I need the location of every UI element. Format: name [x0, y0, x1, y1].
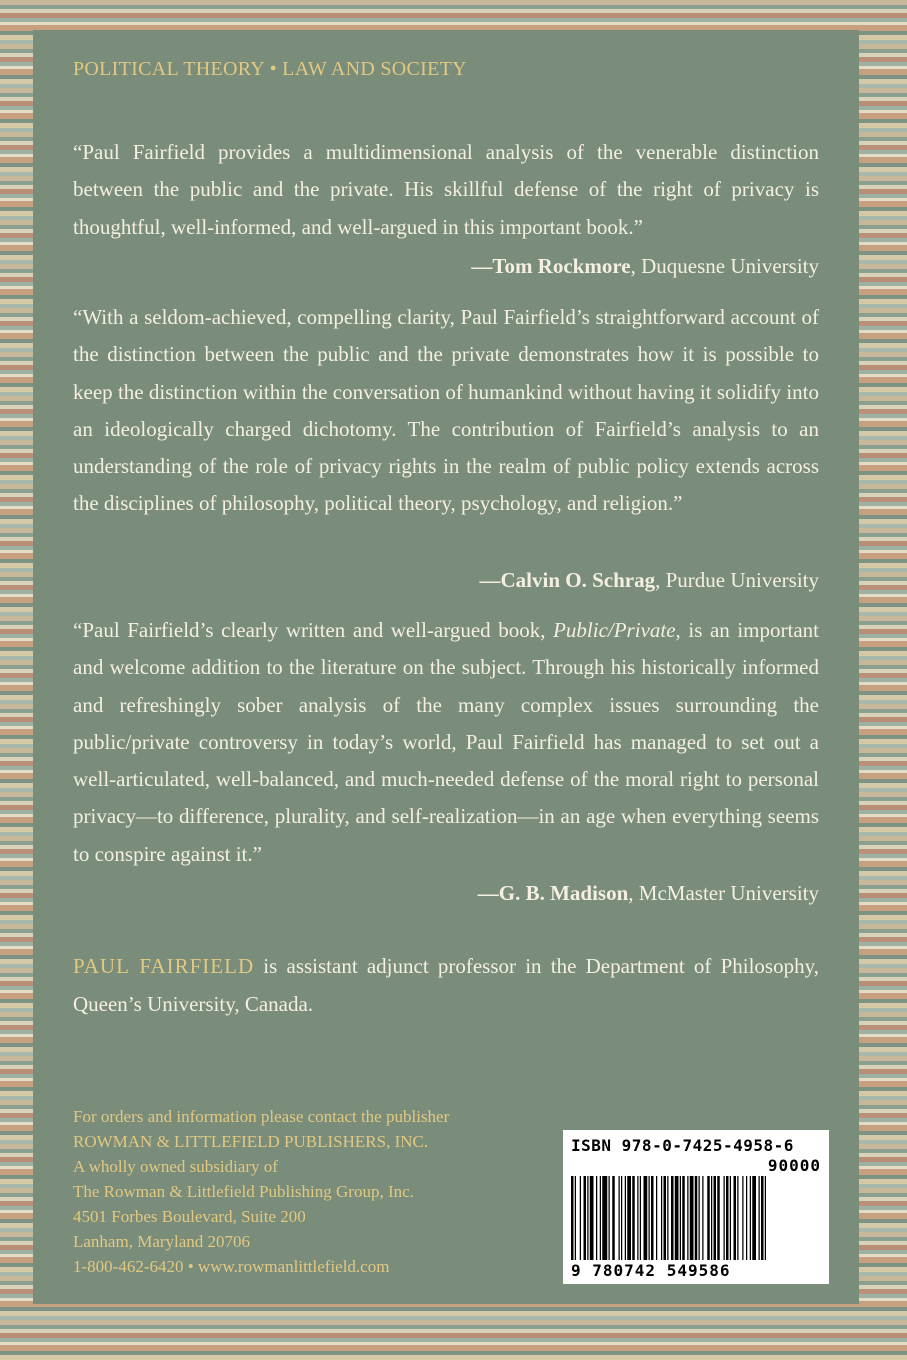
blurb-attribution-3	[73, 875, 819, 912]
blurb-affiliation-3: , McMaster University	[628, 881, 819, 905]
barcode-bar	[602, 1176, 607, 1260]
barcode-bar	[759, 1176, 760, 1260]
barcode-bar	[750, 1176, 751, 1260]
price-code: 90000	[767, 1156, 821, 1175]
blurb-quote-1: “Paul Fairfield provides a multidimensional analysis of the venerable distinction between the public and the private. His skillful defense of the right of privacy is thoughtful, well-informed, and well-argued in this important book.”	[73, 140, 819, 239]
barcode-bar	[621, 1176, 622, 1260]
barcode-bar	[596, 1176, 597, 1260]
blurb-affiliation-2: , Purdue University	[655, 568, 819, 592]
publisher-line: Lanham, Maryland 20706	[73, 1232, 251, 1251]
blurb-author-2: —Calvin O. Schrag	[479, 568, 656, 592]
series-heading: POLITICAL THEORY • LAW AND SOCIETY	[73, 58, 467, 80]
barcode-bars	[569, 1176, 823, 1260]
barcode-bar	[609, 1176, 610, 1260]
barcode-bar	[580, 1176, 581, 1260]
barcode-bar	[699, 1176, 700, 1260]
barcode-bar	[644, 1176, 648, 1260]
barcode-bar	[737, 1176, 738, 1260]
blurb-affiliation-1: , Duquesne University	[630, 254, 819, 278]
blurb-author-1: —Tom Rockmore	[471, 254, 631, 278]
book-title: Public/Private	[553, 618, 676, 642]
publisher-line: The Rowman & Littlefield Publishing Group, Inc.	[73, 1182, 414, 1201]
back-cover-panel	[33, 30, 859, 1304]
blurb-quote-3-end: , is an important and welcome addition to the literature on the subject. Through his historically informed and refreshingly sober analysis of the many complex issues surrounding the public/private controversy in today’s world, Paul Fairfield has managed to set out a well-articulated, well-balanced, and much-needed defense of the moral right to personal privacy—to difference, plurality, and self-realization—in an age when everything seems to conspire against it.”	[73, 618, 819, 866]
barcode-bar	[575, 1176, 576, 1260]
barcode-bar	[746, 1176, 747, 1260]
blurb-quote-2: “With a seldom-achieved, compelling clarity, Paul Fairfield’s straightforward account of the distinction between the public and the private demonstrates how it is possible to keep the distinction within the conversation of humankind without having it solidify into an ideologically charged dichotomy. The contribution of Fairfield’s analysis to an understanding of the role of privacy rights in the realm of public policy extends across the disciplines of philosophy, political theory, psychology, and religion.”	[73, 305, 819, 516]
author-bio	[73, 948, 819, 1023]
barcode-bar	[667, 1176, 668, 1260]
barcode-bar	[651, 1176, 654, 1260]
barcode-bar	[656, 1176, 657, 1260]
publisher-line: 4501 Forbes Boulevard, Suite 200	[73, 1207, 306, 1226]
barcode-bar	[711, 1176, 712, 1260]
barcode-bar	[690, 1176, 694, 1260]
barcode-bar	[702, 1176, 703, 1260]
barcode-bar	[687, 1176, 688, 1260]
author-bio-text: is assistant adjunct professor in the Department of Philosophy, Queen’s University, Canada.	[73, 954, 819, 1016]
publisher-info	[73, 1104, 449, 1279]
barcode-bar	[600, 1176, 601, 1260]
barcode-bar	[726, 1176, 729, 1260]
barcode-bar	[640, 1176, 641, 1260]
barcode-bar	[584, 1176, 587, 1260]
barcode-bar	[671, 1176, 674, 1260]
barcode-bar	[742, 1176, 743, 1260]
barcode-label	[563, 1130, 829, 1284]
barcode-bar	[695, 1176, 698, 1260]
barcode-bar	[619, 1176, 620, 1260]
barcode-bar	[680, 1176, 681, 1260]
blurb-author-3: —G. B. Madison	[477, 881, 629, 905]
barcode-bar	[717, 1176, 720, 1260]
blurb-attribution-2	[73, 562, 819, 599]
ean-digits: 9 780742 549586	[571, 1261, 731, 1280]
barcode-bar	[625, 1176, 626, 1260]
publisher-line: For orders and information please contact the publisher	[73, 1107, 450, 1126]
barcode-bar	[682, 1176, 685, 1260]
barcode-bar	[734, 1176, 737, 1260]
barcode-bar	[675, 1176, 679, 1260]
barcode-bar	[730, 1176, 731, 1260]
barcode-bar	[724, 1176, 725, 1260]
barcode-bar	[752, 1176, 756, 1260]
barcode-bar	[612, 1176, 615, 1260]
barcode-bar	[661, 1176, 662, 1260]
author-name: PAUL FAIRFIELD	[73, 954, 255, 978]
blurb-quote-3	[73, 612, 819, 873]
blurb-attribution-1	[73, 248, 819, 285]
barcode-bar	[707, 1176, 710, 1260]
barcode-bar	[761, 1176, 764, 1260]
barcode-bar	[587, 1176, 588, 1260]
publisher-contact-line: 1-800-462-6420 • www.rowmanlittlefield.com	[73, 1257, 390, 1276]
barcode-bar	[664, 1176, 667, 1260]
barcode-bar	[632, 1176, 635, 1260]
barcode-bar	[637, 1176, 638, 1260]
blurb-quote-3-start: “Paul Fairfield’s clearly written and well-argued book,	[73, 618, 554, 642]
isbn-number: ISBN 978-0-7425-4958-6	[571, 1136, 794, 1155]
barcode-bar	[590, 1176, 594, 1260]
barcode-bar	[765, 1176, 766, 1260]
barcode-bar	[649, 1176, 650, 1260]
publisher-line: ROWMAN & LITTLEFIELD PUBLISHERS, INC.	[73, 1132, 429, 1151]
publisher-line: A wholly owned subsidiary of	[73, 1157, 278, 1176]
barcode-bar	[627, 1176, 631, 1260]
barcode-bar	[571, 1176, 574, 1260]
barcode-bar	[714, 1176, 717, 1260]
